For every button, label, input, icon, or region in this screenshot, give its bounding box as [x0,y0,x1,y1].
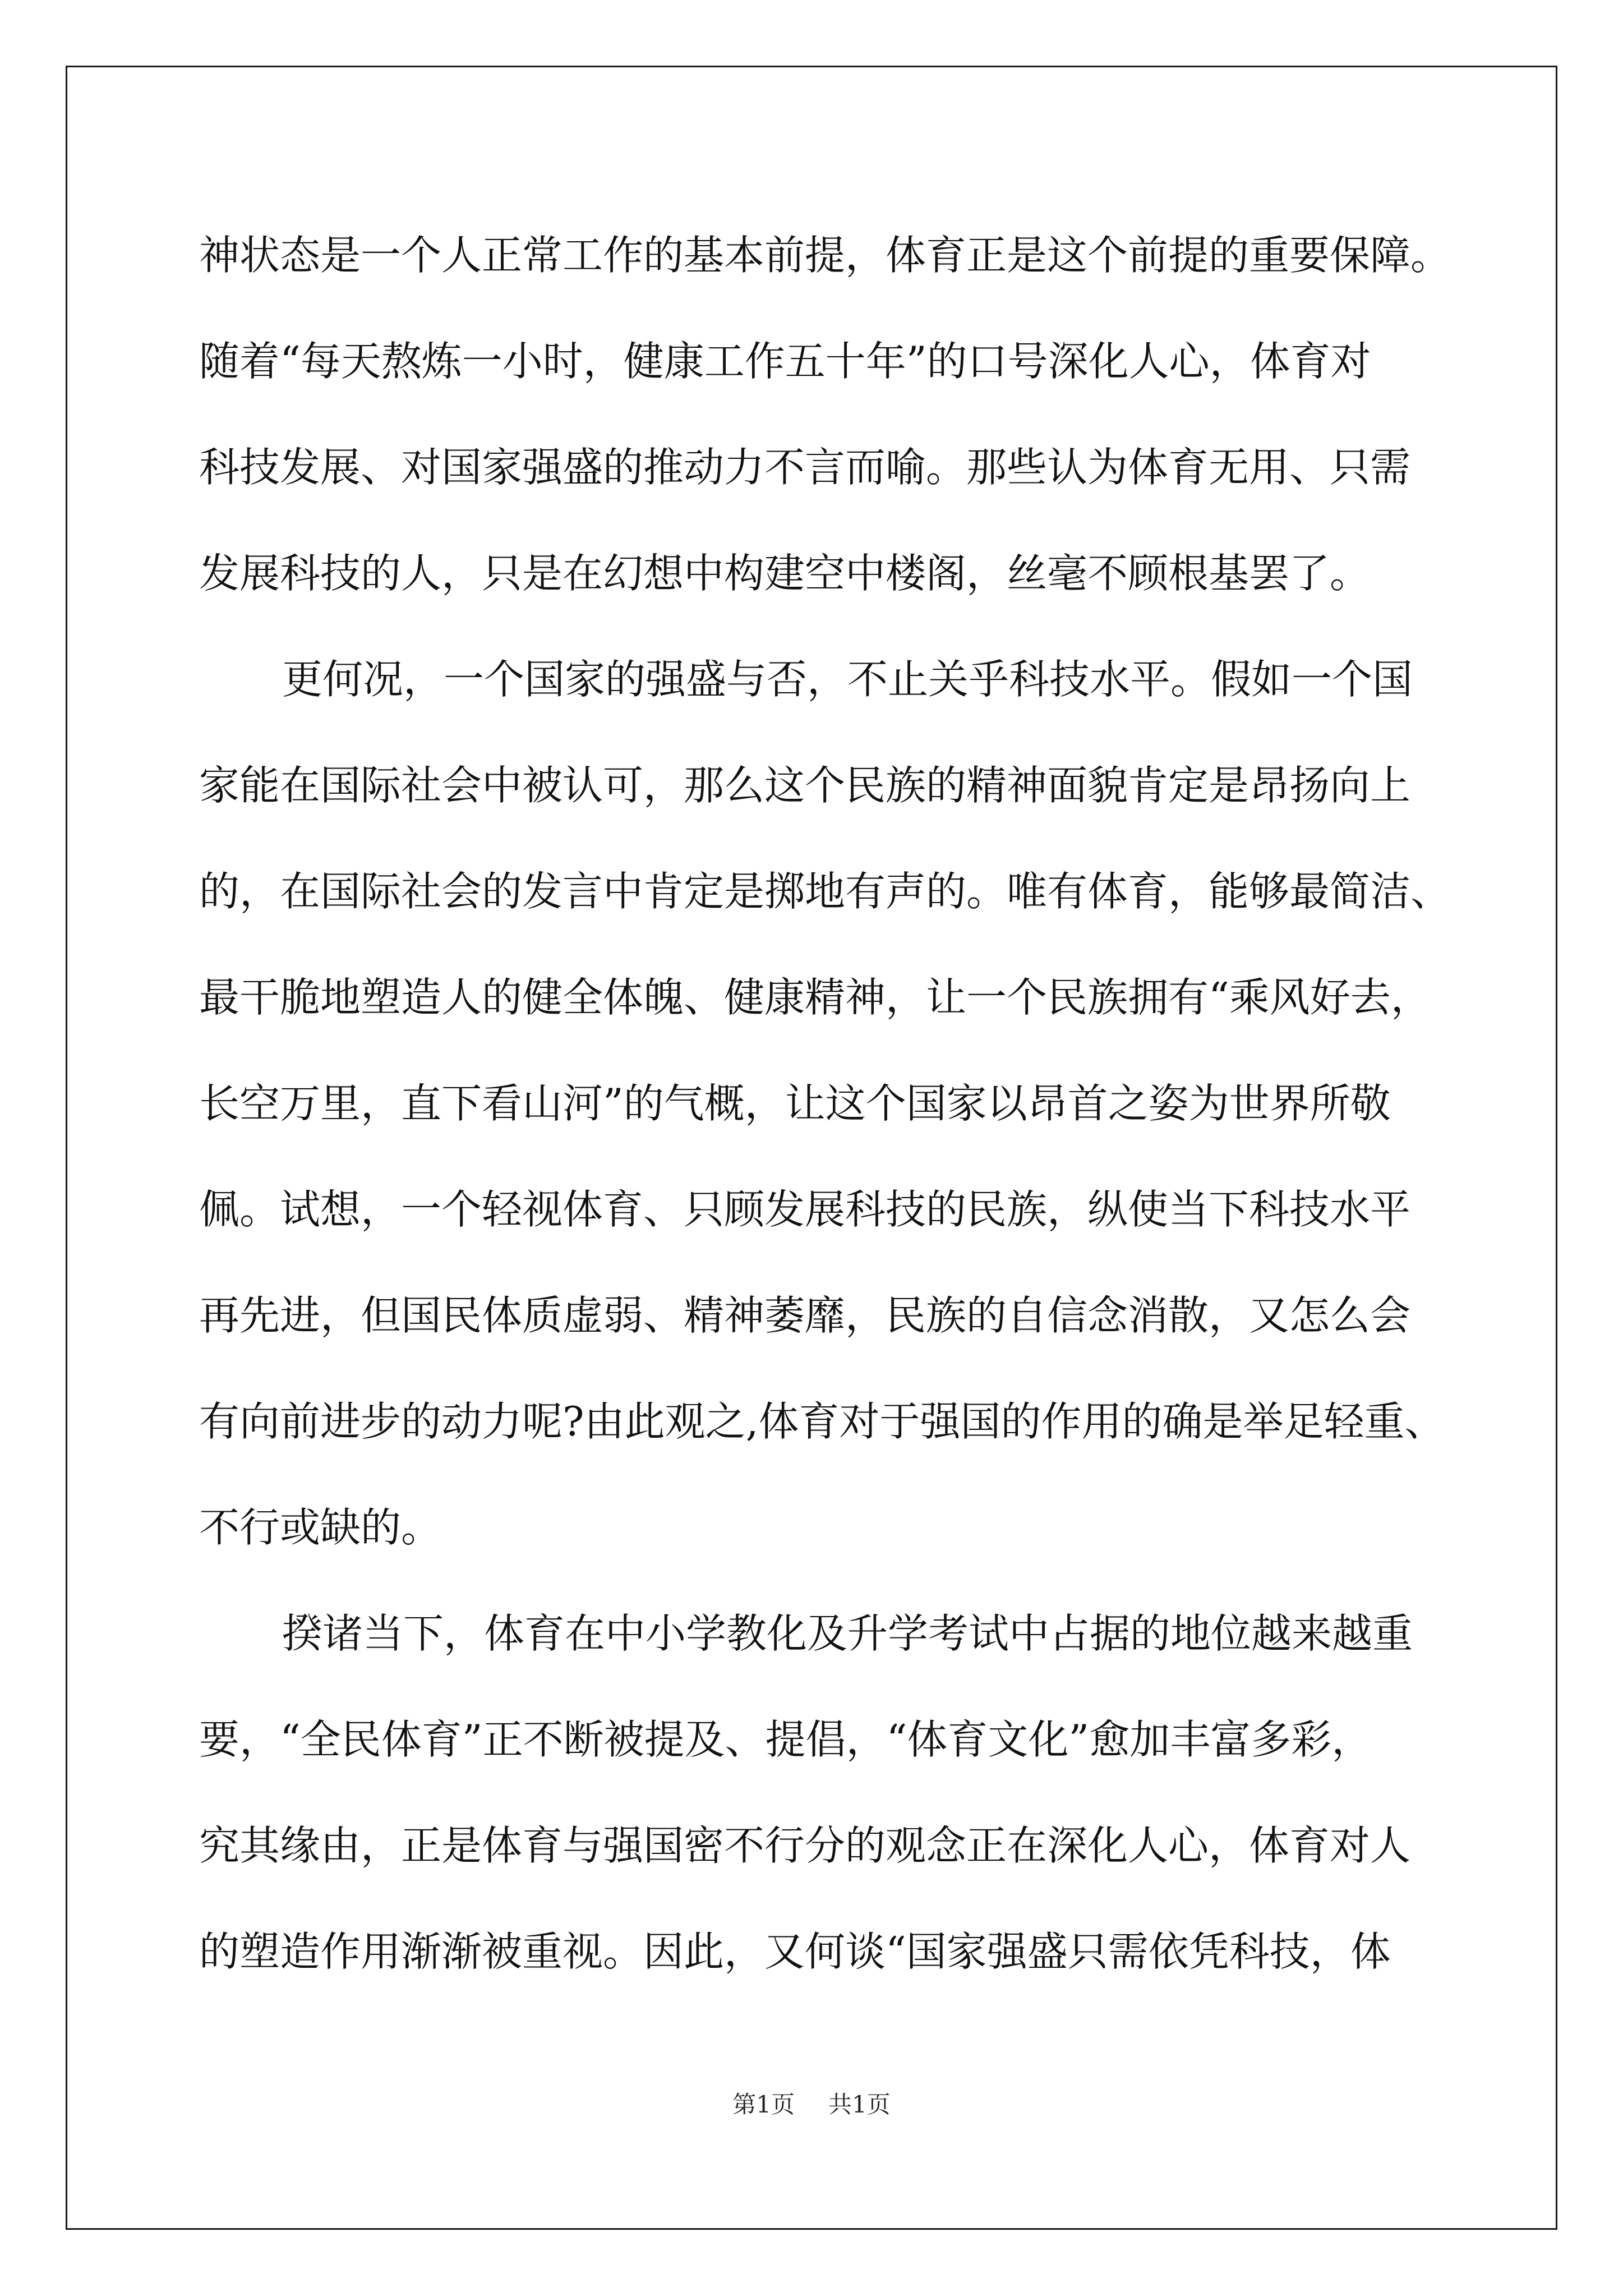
text-line: 神状态是一个人正常工作的基本前提，体育正是这个前提的重要保障。 [199,232,1451,279]
text-line: 家能在国际社会中被认可，那么这个民族的精神面貌肯定是昂扬向上 [199,762,1411,809]
document-body [199,213,1455,2016]
text-line: 要，“全民体育”正不断被提及、提倡，“体育文化”愈加丰富多彩， [199,1716,1372,1763]
text-line: 发展科技的人，只是在幻想中构建空中楼阁，丝毫不顾根基罢了。 [199,550,1371,597]
text-line: 长空万里，直下看山河”的气概，让这个国家以昂首之姿为世界所敬 [199,1080,1391,1127]
text-line: 不行或缺的。 [199,1504,442,1551]
text-line: 再先进，但国民体质虚弱、精神萎靡，民族的自信念消散，又怎么会 [199,1292,1411,1339]
text-line: 的，在国际社会的发言中肯定是掷地有声的。唯有体育，能够最简洁、 [199,868,1451,915]
text-line: 更何况，一个国家的强盛与否，不止关乎科技水平。假如一个国 [282,656,1413,703]
text-line: 最干脆地塑造人的健全体魄、健康精神，让一个民族拥有“乘风好去， [199,974,1431,1021]
text-line: 佩。试想，一个轻视体育、只顾发展科技的民族，纵使当下科技水平 [199,1186,1411,1233]
page-total: 共1页 [828,2091,891,2118]
text-line: 有向前进步的动力呢?由此观之,体育对于强国的作用的确是举足轻重、 [199,1398,1445,1445]
page-footer [0,2088,1623,2122]
text-line: 科技发展、对国家强盛的推动力不言而喻。那些认为体育无用、只需 [199,444,1411,491]
page-number: 第1页 [732,2091,795,2118]
text-line: 揆诸当下，体育在中小学教化及升学考试中占据的地位越来越重 [282,1610,1413,1657]
text-line: 究其缘由，正是体育与强国密不行分的观念正在深化人心，体育对人 [199,1822,1411,1869]
text-line: 随着“每天熬炼一小时，健康工作五十年”的口号深化人心，体育对 [199,338,1371,385]
text-line: 的塑造作用渐渐被重视。因此，又何谈“国家强盛只需依凭科技，体 [199,1928,1391,1975]
